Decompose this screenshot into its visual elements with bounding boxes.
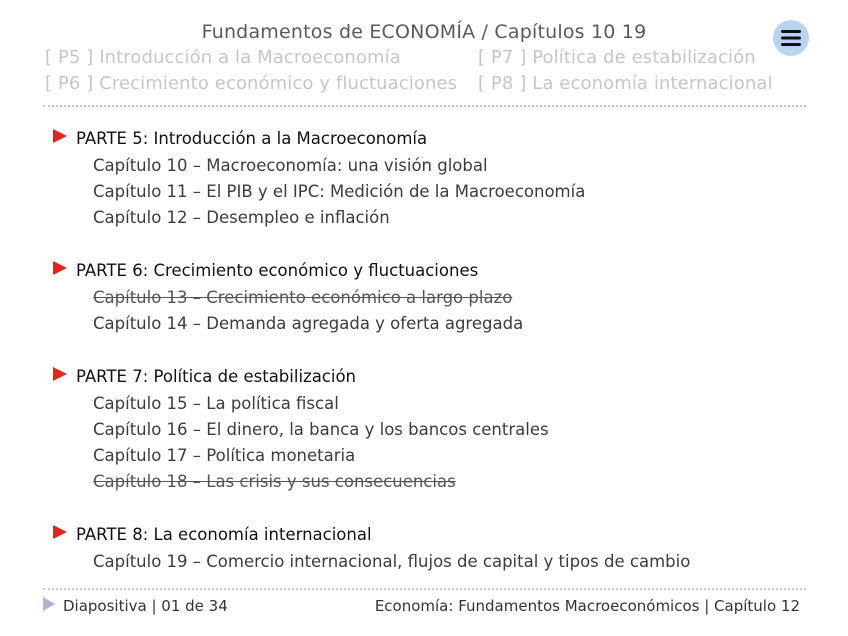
chapter-12-link[interactable]: Capítulo 12 – Desempleo e inflación — [93, 208, 390, 227]
chapter-11-link[interactable]: Capítulo 11 – El PIB y el IPC: Medición de la Macroeconomía — [93, 182, 586, 201]
footer-course-label: Economía: Fundamentos Macroeconómicos | Capítulo 12 — [374, 597, 800, 615]
hamburger-menu-icon — [781, 29, 801, 47]
menu-button[interactable] — [773, 20, 809, 56]
slide-counter-label: Diapositiva | 01 de 34 — [63, 597, 228, 615]
part-label: PARTE 5: Introducción a la Macroeconomía — [76, 129, 428, 148]
chapter-18-link[interactable]: Capítulo 18 – Las crisis y sus consecuencias — [93, 472, 456, 491]
part-label: PARTE 8: La economía internacional — [76, 525, 372, 544]
part-label: PARTE 6: Crecimiento económico y fluctuaciones — [76, 261, 479, 280]
red-arrow-icon — [53, 525, 67, 539]
red-arrow-icon — [53, 129, 67, 143]
nav-link-p6[interactable]: [ P6 ] Crecimiento económico y fluctuaciones — [45, 73, 458, 94]
red-arrow-icon — [53, 367, 67, 381]
chapter-15-link[interactable]: Capítulo 15 – La política fiscal — [93, 394, 339, 413]
page-title: Fundamentos de ECONOMÍA / Capítulos 10 19 — [201, 21, 647, 43]
slide-counter[interactable] — [43, 597, 228, 615]
footer-divider — [43, 588, 806, 590]
play-triangle-icon — [43, 597, 55, 611]
part-6-heading[interactable] — [53, 261, 478, 280]
slide-header — [0, 0, 848, 108]
nav-link-p7[interactable]: [ P7 ] Política de estabilización — [478, 47, 756, 68]
nav-link-p8[interactable]: [ P8 ] La economía internacional — [478, 73, 773, 94]
chapter-13-link[interactable]: Capítulo 13 – Crecimiento económico a largo plazo — [93, 288, 513, 307]
nav-link-p5[interactable]: [ P5 ] Introducción a la Macroeconomía — [45, 47, 401, 68]
chapter-17-link[interactable]: Capítulo 17 – Política monetaria — [93, 446, 356, 465]
red-arrow-icon — [53, 261, 67, 275]
part-7-heading[interactable] — [53, 367, 356, 386]
part-label: PARTE 7: Política de estabilización — [76, 367, 357, 386]
header-divider — [43, 105, 806, 107]
chapter-10-link[interactable]: Capítulo 10 – Macroeconomía: una visión global — [93, 156, 488, 175]
part-5-heading[interactable] — [53, 129, 427, 148]
chapter-14-link[interactable]: Capítulo 14 – Demanda agregada y oferta agregada — [93, 314, 524, 333]
chapter-19-link[interactable]: Capítulo 19 – Comercio internacional, flujos de capital y tipos de cambio — [93, 552, 691, 571]
chapter-16-link[interactable]: Capítulo 16 – El dinero, la banca y los bancos centrales — [93, 420, 549, 439]
part-8-heading[interactable] — [53, 525, 372, 544]
